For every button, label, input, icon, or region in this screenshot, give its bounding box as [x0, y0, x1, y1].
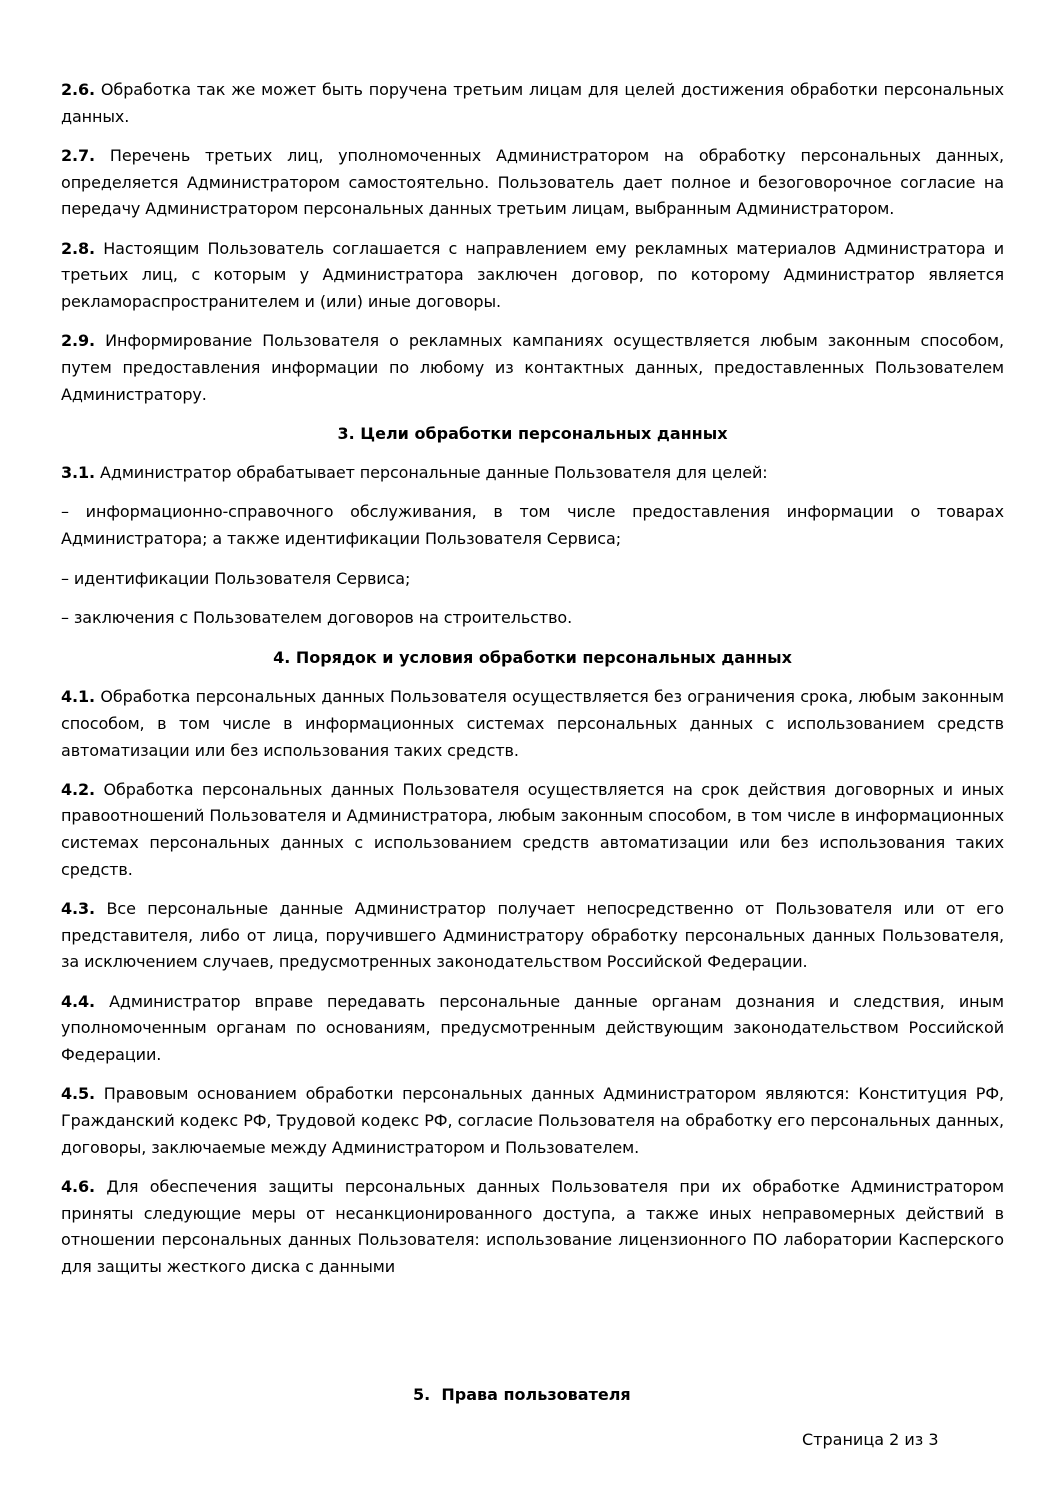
clause-2-9: [61, 328, 1004, 408]
clause-text: Администратор вправе передавать персональные данные органам дознания и следствия, иным уполномоченным органам по основаниям, предусмотренным действующим законодательством Российской Федерации.: [61, 991, 1004, 1065]
clause-text: Обработка персональных данных Пользователя осуществляется на срок действия договорных и иных правоотношений Пользователя и Администратора, любым законным способом, в том числе в информационных системах персональных данных с использованием средств автоматизации или без использования таких средств.: [61, 779, 1004, 879]
section-5-heading: 5. Права пользователя: [413, 1385, 631, 1404]
purpose-bullet: – заключения с Пользователем договоров на строительство.: [61, 608, 573, 628]
clause-2-8: [61, 236, 1004, 316]
clause-number: 3.1.: [61, 462, 96, 482]
clause-2-7: [61, 143, 1004, 223]
section-3-heading: 3. Цели обработки персональных данных: [337, 423, 728, 443]
clause-text: Обработка персональных данных Пользователя осуществляется без ограничения срока, любым законным способом, в том числе в информационных системах персональных данных с использованием средств автоматизации или без использования таких средств.: [61, 687, 1004, 760]
clause-number: 4.2.: [61, 779, 96, 799]
section-4-heading: 4. Порядок и условия обработки персональных данных: [273, 647, 792, 667]
clause-text: Информирование Пользователя о рекламных кампаниях осуществляется любым законным способом, путем предоставления информации по любому из контактных данных, предоставленных Пользователем Администратору.: [61, 331, 1004, 404]
clause-number: 2.9.: [61, 331, 96, 351]
clause-text: Перечень третьих лиц, уполномоченных Администратором на обработку персональных данных, определяется Администратором самостоятельно. Пользователь дает полное и безоговорочное согласие на передачу Администратором персональных данных третьим лицам, выбранным Администратором.: [61, 145, 1004, 219]
clause-2-6: [61, 77, 1004, 130]
clause-4-3: [61, 896, 1004, 976]
document-page: [61, 77, 1004, 1293]
clause-text: Администратор обрабатывает персональные данные Пользователя для целей:: [95, 462, 768, 482]
clause-3-1: [61, 460, 1004, 487]
clause-number: 2.8.: [61, 238, 96, 258]
clause-4-1: [61, 684, 1004, 764]
clause-text: Все персональные данные Администратор получает непосредственно от Пользователя или от его представителя, либо от лица, поручившего Администратору обработку персональных данных Пользователя, за исключением случаев, предусмотренных законодательством Российской Федерации.: [61, 899, 1004, 972]
clause-number: 2.6.: [61, 80, 96, 99]
clause-number: 4.6.: [61, 1176, 96, 1196]
clause-text: Обработка так же может быть поручена третьим лицам для целей достижения обработки персональных данных.: [61, 80, 1004, 126]
clause-text: Для обеспечения защиты персональных данных Пользователя при их обработке Администратором приняты следующие меры от несанкционированного доступа, а также иных неправомерных действий в отношении персональных данных Пользователя: использование лицензионного ПО лаборатории Касперского для защиты жесткого диска с данными: [61, 1176, 1004, 1277]
clause-number: 4.3.: [61, 899, 96, 919]
clause-4-4: [61, 989, 1004, 1069]
clause-number: 4.1.: [61, 687, 96, 707]
clause-text: Правовым основанием обработки персональных данных Администратором являются: Конституция РФ, Гражданский кодекс РФ, Трудовой кодекс РФ, согласие Пользователя на обработку его персональных данных, договоры, заключаемые между Администратором и Пользователем.: [61, 1084, 1004, 1157]
clause-4-2: [61, 777, 1004, 884]
purpose-bullet: – информационно-справочного обслуживания, в том числе предоставления информации о товарах Администратора; а также идентификации Пользователя Сервиса;: [61, 502, 1004, 548]
clause-number: 4.4.: [61, 991, 96, 1011]
purpose-bullet: – идентификации Пользователя Сервиса;: [61, 568, 411, 588]
clause-text: Настоящим Пользователь соглашается с направлением ему рекламных материалов Администратора и третьих лиц, с которым у Администратора заключен договор, по которому Администратор является рекламораспространителем и (или) иные договоры.: [61, 238, 1004, 311]
clause-4-6: [61, 1174, 1004, 1281]
clause-4-5: [61, 1081, 1004, 1161]
clause-number: 2.7.: [61, 145, 96, 165]
clause-number: 4.5.: [61, 1084, 96, 1104]
page-number: Страница 2 из 3: [802, 1430, 939, 1449]
